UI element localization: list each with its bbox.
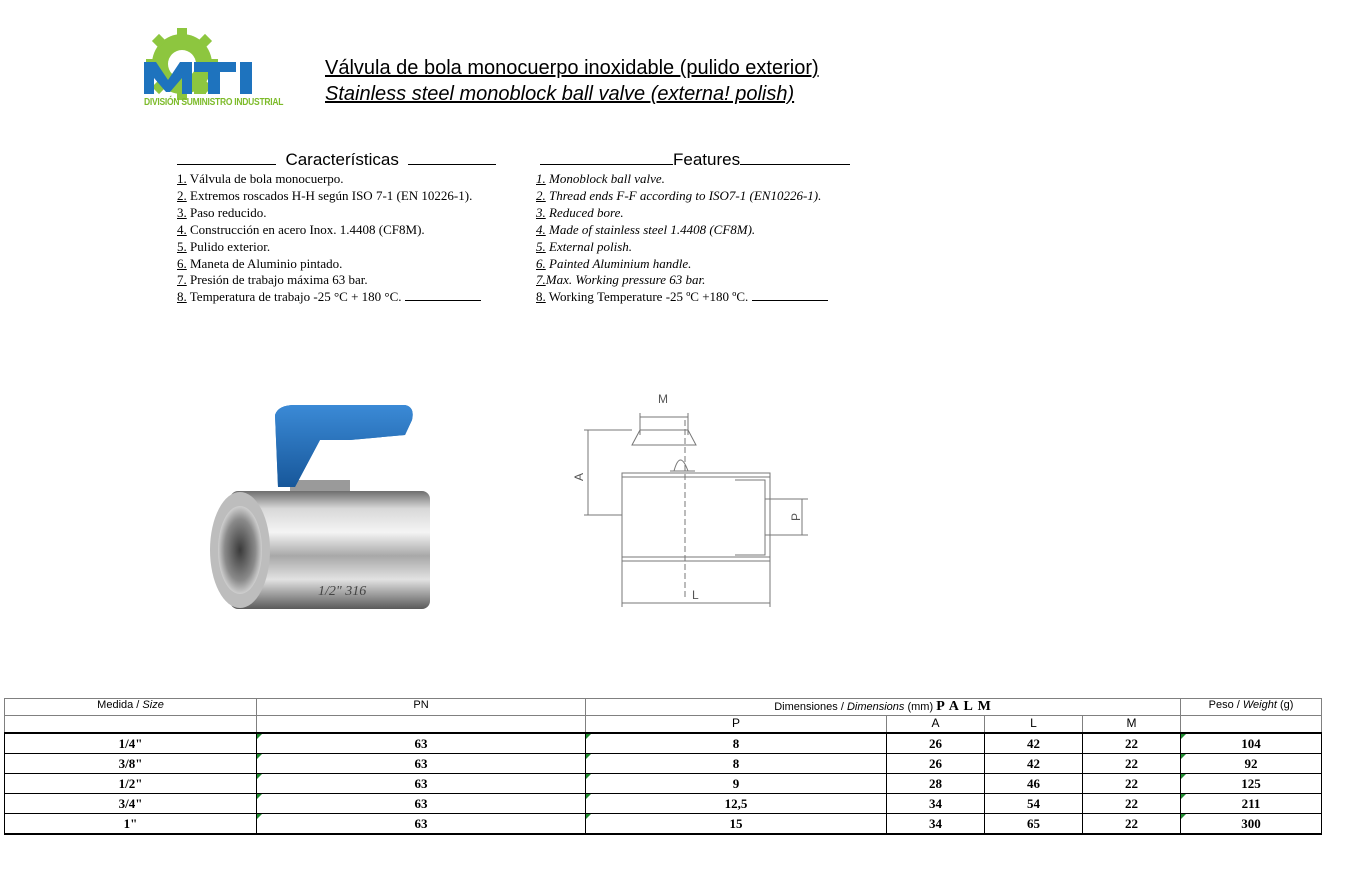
table-row (5, 814, 1322, 835)
list-item: 1. Válvula de bola monocuerpo. (177, 171, 344, 186)
list-item: 7.Max. Working pressure 63 bar. (536, 272, 706, 288)
cell-p: 8 (586, 754, 887, 774)
svg-text:L: L (692, 588, 699, 602)
cell-a: 34 (887, 794, 985, 814)
logo-tagline: DIVISIÓN SUMINISTRO INDUSTRIAL (144, 97, 284, 108)
cell-size: 1" (5, 814, 257, 835)
features-list-en (536, 171, 828, 306)
table-subheader-row (5, 716, 1322, 734)
list-item: 6. Painted Aluminium handle. (536, 255, 692, 271)
features-heading-en: Features (540, 150, 850, 170)
valve-marking: 1/2" 316 (318, 584, 367, 599)
subheader-pn (257, 716, 586, 734)
list-item: 2. Thread ends F-F according to ISO7-1 (EN10226-1). (536, 187, 822, 203)
subheader-a: A (887, 716, 985, 734)
cell-m: 22 (1083, 733, 1181, 754)
list-item: 7. Presión de trabajo máxima 63 bar. (177, 272, 368, 288)
table-row (5, 733, 1322, 754)
cell-size: 1/4" (5, 733, 257, 754)
cell-p: 9 (586, 774, 887, 794)
cell-pn: 63 (257, 733, 586, 754)
list-item: 6. Maneta de Aluminio pintado. (177, 255, 343, 271)
cell-pn: 63 (257, 774, 586, 794)
cell-a: 26 (887, 754, 985, 774)
cell-weight: 125 (1181, 774, 1322, 794)
cell-p: 12,5 (586, 794, 887, 814)
cell-l: 42 (985, 733, 1083, 754)
table-row (5, 754, 1322, 774)
cell-p: 15 (586, 814, 887, 835)
cell-l: 65 (985, 814, 1083, 835)
list-item: 4. Made of stainless steel 1.4408 (CF8M). (536, 221, 756, 237)
cell-pn: 63 (257, 794, 586, 814)
subheader-l: L (985, 716, 1083, 734)
valve-photo (200, 395, 445, 620)
table-row (5, 774, 1322, 794)
cell-a: 28 (887, 774, 985, 794)
header-pn: PN (257, 699, 586, 716)
svg-text:M: M (658, 392, 668, 406)
cell-pn: 63 (257, 814, 586, 835)
list-item: 3. Paso reducido. (177, 204, 267, 220)
cell-weight: 104 (1181, 733, 1322, 754)
header-weight: Peso / Weight (g) (1181, 699, 1322, 716)
header-dimensions: Dimensiones / Dimensions (mm) P A L M (586, 699, 1181, 716)
features-heading-es: Características (177, 150, 496, 170)
cell-weight: 211 (1181, 794, 1322, 814)
dimension-drawing (570, 385, 820, 610)
page-title-es: Válvula de bola monocuerpo inoxidable (pulido exterior) (325, 57, 819, 79)
list-item: 2. Extremos roscados H-H según ISO 7-1 (EN 10226-1). (177, 187, 473, 203)
list-item: 8. Working Temperature -25 ºC +180 ºC. (536, 289, 828, 306)
table-header-row (5, 699, 1322, 716)
list-item: 1. Monoblock ball valve. (536, 171, 665, 186)
svg-text:A: A (572, 472, 586, 481)
features-list-es (177, 171, 481, 306)
page-title-en: Stainless steel monoblock ball valve (externa! polish) (325, 83, 795, 105)
cell-m: 22 (1083, 814, 1181, 835)
table-row (5, 794, 1322, 814)
cell-size: 3/8" (5, 754, 257, 774)
header-size: Medida / Size (5, 699, 257, 716)
cell-l: 54 (985, 794, 1083, 814)
subheader-size (5, 716, 257, 734)
specs-table (4, 698, 1322, 835)
cell-p: 8 (586, 733, 887, 754)
cell-size: 1/2" (5, 774, 257, 794)
cell-l: 42 (985, 754, 1083, 774)
cell-pn: 63 (257, 754, 586, 774)
cell-a: 26 (887, 733, 985, 754)
cell-l: 46 (985, 774, 1083, 794)
cell-a: 34 (887, 814, 985, 835)
list-item: 5. External polish. (536, 238, 633, 254)
cell-m: 22 (1083, 774, 1181, 794)
list-item: 4. Construcción en acero Inox. 1.4408 (CF8M). (177, 221, 425, 237)
subheader-p: P (586, 716, 887, 734)
cell-weight: 300 (1181, 814, 1322, 835)
subheader-weight (1181, 716, 1322, 734)
subheader-m: M (1083, 716, 1181, 734)
list-item: 3. Reduced bore. (536, 204, 624, 220)
list-item: 8. Temperatura de trabajo -25 °C + 180 °C. (177, 289, 481, 306)
cell-size: 3/4" (5, 794, 257, 814)
cell-m: 22 (1083, 794, 1181, 814)
list-item: 5. Pulido exterior. (177, 238, 271, 254)
cell-weight: 92 (1181, 754, 1322, 774)
cell-m: 22 (1083, 754, 1181, 774)
svg-text:P: P (789, 512, 803, 521)
